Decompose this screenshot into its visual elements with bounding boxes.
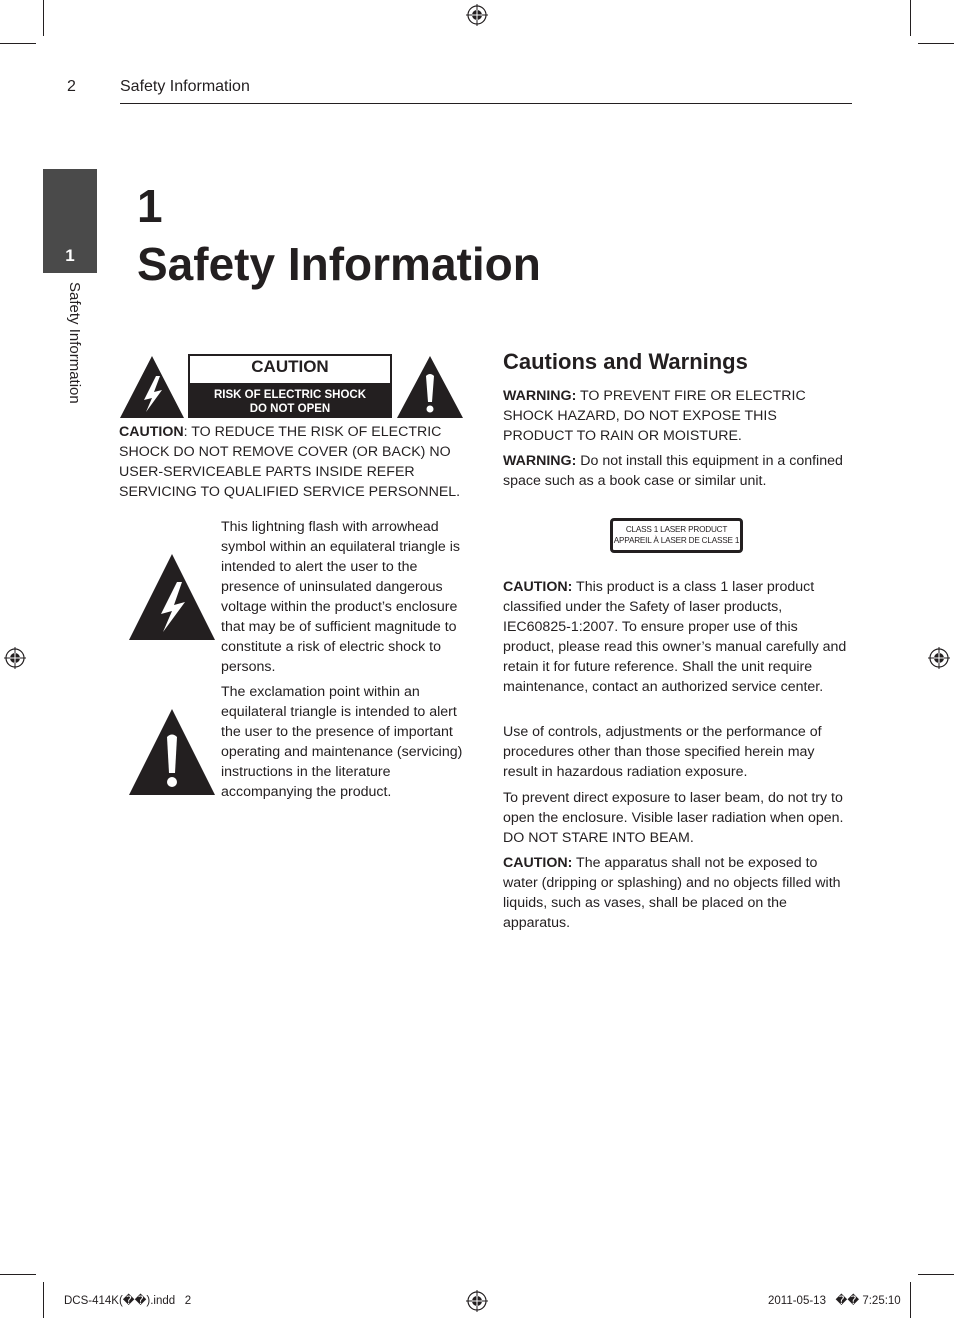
side-tab-label: Safety Information (66, 282, 83, 404)
crop-mark (918, 43, 954, 44)
crop-mark (918, 1274, 954, 1275)
warning-rain-paragraph (503, 386, 848, 446)
caution-body: The apparatus shall not be exposed to water (dripping or splashing) and no objects filled with liquids, such as vases, shall be placed on the apparatus. (503, 855, 841, 931)
registration-mark-icon (466, 4, 488, 26)
section-heading: Cautions and Warnings (503, 349, 748, 374)
caution-label-title: CAUTION (251, 357, 329, 376)
chapter-number: 1 (137, 180, 163, 232)
chapter-title: Safety Information (137, 238, 541, 290)
registration-mark-icon (466, 1290, 488, 1312)
caution-lead: CAUTION: (503, 579, 573, 595)
footer-timestamp: 2011-05-13 �� 7:25:10 (768, 1295, 901, 1307)
caution-label-line: DO NOT OPEN (249, 403, 331, 415)
side-tab-number: 1 (65, 246, 75, 265)
registration-mark-icon (928, 647, 950, 669)
footer-filename: DCS-414K(��).indd 2 (64, 1295, 192, 1307)
laser-label-line: CLASS 1 LASER PRODUCT (625, 525, 728, 534)
caution-body: : TO REDUCE THE RISK OF ELECTRIC SHOCK DO NOT REMOVE COVER (OR BACK) NO USER-SERVICEABLE PARTS INSIDE REFER SERVICING TO QUALIFIED SERVICE PERSONNEL. (119, 424, 461, 500)
caution-lead: CAUTION: (503, 855, 573, 871)
lightning-triangle-icon (127, 552, 217, 642)
water-caution-paragraph (503, 853, 848, 933)
caution-paragraph (119, 422, 471, 502)
running-head: Safety Information (120, 78, 250, 95)
crop-mark (43, 0, 44, 36)
warning-confined-paragraph (503, 451, 848, 491)
caution-label-line: RISK OF ELECTRIC SHOCK (213, 389, 367, 401)
caution-lead: CAUTION (119, 424, 184, 440)
crop-mark (0, 1274, 36, 1275)
exclamation-warning-icon (395, 354, 465, 420)
page-number: 2 (67, 78, 76, 95)
laser-label-line: APPAREIL À LASER DE CLASSE 1 (613, 536, 740, 545)
caution-body: This product is a class 1 laser product classified under the Safety of laser products, IEC60825-1:2007. To ensure proper use of this product, please read this owner’s manual carefully and retain it for future reference. Shall the unit require maintenance, contact an authorized service center. (503, 579, 847, 695)
warning-body: Do not install this equipment in a confined space such as a book case or similar unit. (503, 453, 843, 489)
crop-mark (910, 0, 911, 36)
controls-paragraph: Use of controls, adjustments or the performance of procedures other than those specified herein may result in hazardous radiation exposure. (503, 724, 822, 780)
lightning-warning-icon (118, 354, 186, 420)
crop-mark (0, 43, 36, 44)
laser-class-label (610, 518, 743, 553)
warning-lead: WARNING: (503, 388, 577, 404)
warning-body: TO PREVENT FIRE OR ELECTRIC SHOCK HAZARD, DO NOT EXPOSE THIS PRODUCT TO RAIN OR MOISTURE. (503, 388, 806, 444)
registration-mark-icon (4, 647, 26, 669)
exclamation-triangle-icon (127, 707, 217, 797)
laser-beam-paragraph: To prevent direct exposure to laser beam, do not try to open the enclosure. Visible laser radiation when open. DO NOT STARE INTO BEAM. (503, 790, 844, 846)
laser-caution-paragraph (503, 577, 848, 697)
header-rule (120, 103, 852, 104)
crop-mark (43, 1282, 44, 1318)
caution-label-subtext (190, 383, 390, 416)
exclamation-description: The exclamation point within an equilateral triangle is intended to alert the user to the presence of important operating and maintenance (servicing) instructions in the literature accompanying the product. (221, 684, 463, 800)
warning-lead: WARNING: (503, 453, 577, 469)
lightning-description: This lightning flash with arrowhead symbol within an equilateral triangle is intended to alert the user to the presence of uninsulated dangerous voltage within the product’s enclosure that may be of sufficient magnitude to constitute a risk of electric shock to persons. (221, 519, 460, 675)
crop-mark (910, 1282, 911, 1318)
